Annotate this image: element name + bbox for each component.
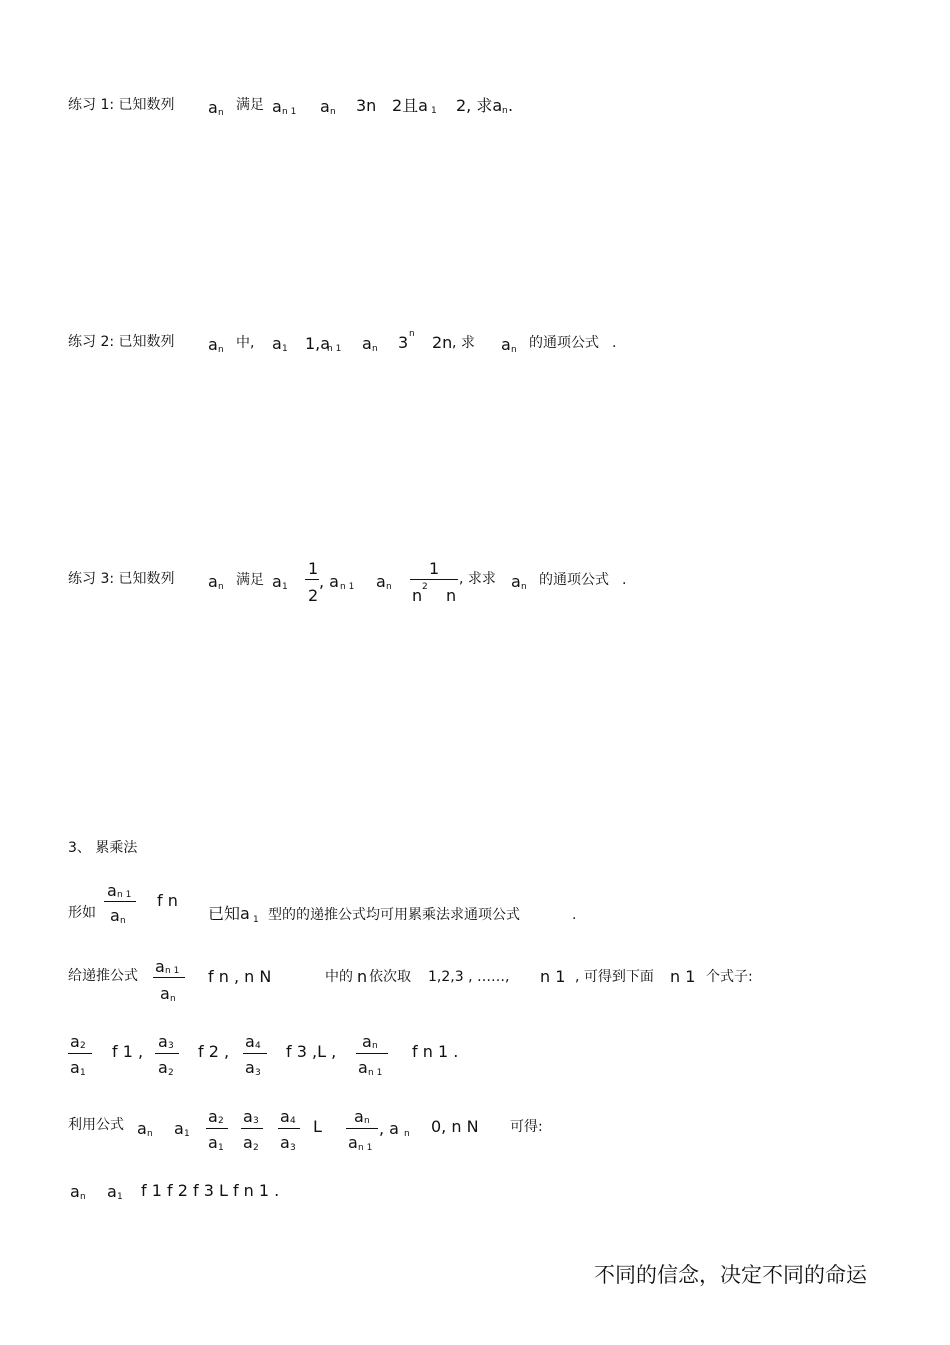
term-1-a: 1,a: [305, 334, 331, 353]
fraction-numerator: 1: [308, 559, 319, 578]
a-symbol: a: [245, 1032, 255, 1051]
a-symbol: a: [155, 957, 165, 976]
subscript: n: [502, 106, 508, 116]
fraction-bar: [68, 1053, 92, 1054]
term-3: 3: [398, 333, 409, 352]
ellipsis-L: L: [313, 1117, 322, 1136]
subscript: n: [170, 994, 176, 1004]
term-comma-a: , a: [319, 572, 339, 591]
subscript: 3: [253, 1116, 259, 1126]
a-symbol: a: [243, 1107, 253, 1126]
period: .: [612, 335, 617, 351]
subscript: n: [511, 345, 517, 355]
a-symbol: a: [107, 1182, 117, 1201]
a-symbol: a: [272, 572, 282, 591]
a-symbol: a: [137, 1119, 147, 1138]
subscript: n: [218, 582, 224, 592]
subscript: n 1: [282, 107, 297, 117]
a-symbol: a: [70, 1058, 80, 1077]
fraction-bar: [155, 1053, 179, 1054]
a-symbol: a: [354, 1107, 364, 1126]
a-symbol: a: [158, 1058, 168, 1077]
term-n-minus-1: n 1: [670, 967, 696, 986]
term-n: n: [357, 967, 368, 986]
fraction-denominator-n: n: [412, 586, 423, 605]
subscript: 1: [431, 106, 437, 116]
text-use-formula: 利用公式: [68, 1117, 124, 1133]
subscript: 2: [253, 1143, 259, 1153]
subscript: n 1: [340, 582, 355, 592]
subscript: 1: [117, 1192, 123, 1202]
subscript: 2: [168, 1068, 174, 1078]
term-2n: 2n: [432, 333, 453, 352]
subscript: n: [404, 1129, 410, 1139]
superscript: 2: [422, 582, 428, 592]
text-get-below: , 可得到下面: [575, 969, 654, 985]
subscript: 1: [282, 344, 288, 354]
subscript: n: [386, 582, 392, 592]
text-general-term: 的通项公式: [539, 572, 609, 588]
fraction-bar: [305, 579, 319, 580]
product-expression: f 1 f 2 f 3 L f n 1 .: [141, 1181, 280, 1200]
subscript: n: [218, 345, 224, 355]
section-heading: 3、 累乘法: [68, 840, 138, 856]
a-symbol: a: [362, 1032, 372, 1051]
text-find: , 求: [452, 335, 475, 351]
a-symbol: a: [280, 1133, 290, 1152]
term-n-minus-1: n 1: [540, 967, 566, 986]
fraction-bar: [206, 1128, 228, 1129]
term-fn: f n: [157, 891, 178, 910]
a-symbol: a: [208, 1133, 218, 1152]
subscript: 1: [253, 915, 259, 925]
period: .: [622, 572, 627, 588]
a-symbol: a: [511, 572, 521, 591]
a-symbol: a: [362, 334, 372, 353]
values-list: 1,2,3 , ……,: [428, 969, 510, 985]
a-symbol: a: [208, 572, 218, 591]
ratio-value: f 3 ,L ,: [286, 1042, 337, 1061]
exercise-3-label: 练习 3: 已知数列: [68, 571, 175, 587]
exercise-1-label: 练习 1: 已知数列: [68, 97, 175, 113]
text-general-term: 的通项公式: [529, 335, 599, 351]
subscript: n 1: [368, 1068, 383, 1078]
a-symbol: a: [358, 1058, 368, 1077]
term-2-and-a: 2且a: [392, 96, 428, 115]
subscript: 3: [290, 1143, 296, 1153]
text-take: 依次取: [369, 969, 411, 985]
a-symbol: a: [208, 335, 218, 354]
subscript: n: [330, 107, 336, 117]
subscript: 1: [80, 1068, 86, 1078]
text-form: 形如: [68, 905, 96, 921]
superscript: n: [409, 329, 415, 339]
subscript: n: [521, 582, 527, 592]
fraction-denominator: 2: [308, 586, 319, 605]
subscript: n: [218, 108, 224, 118]
term-comma-a: , a: [379, 1119, 399, 1138]
fraction-bar: [346, 1128, 378, 1129]
text-find: , 求求: [459, 571, 496, 587]
ratio-value: f 2 ,: [198, 1042, 230, 1061]
term-fn-n-N: f n , n N: [208, 967, 272, 986]
a-symbol: a: [160, 984, 170, 1003]
subscript: n: [147, 1129, 153, 1139]
condition: 0, n N: [431, 1117, 479, 1136]
text-in: 中,: [236, 335, 255, 351]
fraction-bar: [153, 977, 185, 978]
fraction-bar: [243, 1053, 267, 1054]
fraction-bar: [104, 901, 136, 902]
text-in: 中的: [325, 969, 353, 985]
subscript: n: [80, 1192, 86, 1202]
footer-motto: 不同的信念，决定不同的命运: [594, 1263, 867, 1287]
term-2-find: 2, 求a: [456, 96, 503, 115]
a-symbol: a: [208, 98, 218, 117]
a-symbol: a: [280, 1107, 290, 1126]
ratio-value: f 1 ,: [112, 1042, 144, 1061]
a-symbol: a: [245, 1058, 255, 1077]
a-symbol: a: [348, 1133, 358, 1152]
subscript: n: [120, 916, 126, 926]
fraction-bar: [278, 1128, 300, 1129]
subscript: 2: [80, 1041, 86, 1051]
subscript: n 1: [117, 890, 132, 900]
text-formulas: 个式子:: [706, 969, 753, 985]
ratio-value: f n 1 .: [412, 1042, 459, 1061]
subscript: n: [372, 344, 378, 354]
a-symbol: a: [208, 1107, 218, 1126]
text-satisfies: 满足: [236, 97, 264, 113]
a-symbol: a: [376, 572, 386, 591]
subscript: 4: [290, 1116, 296, 1126]
a-symbol: a: [174, 1119, 184, 1138]
text-satisfies: 满足: [236, 572, 264, 588]
a-symbol: a: [272, 334, 282, 353]
subscript: n 1: [165, 966, 180, 976]
period: .: [508, 96, 514, 115]
a-symbol: a: [320, 97, 330, 116]
subscript: 2: [218, 1116, 224, 1126]
subscript: n: [372, 1041, 378, 1051]
term-3n: 3n: [356, 96, 377, 115]
a-symbol: a: [70, 1182, 80, 1201]
a-symbol: a: [158, 1032, 168, 1051]
subscript: 3: [168, 1041, 174, 1051]
a-symbol: a: [501, 335, 511, 354]
text-description: 型的的递推公式均可用累乘法求通项公式: [268, 907, 520, 923]
subscript: n 1: [327, 344, 342, 354]
a-symbol: a: [272, 97, 282, 116]
text-known: 已知a: [208, 904, 250, 923]
subscript: 1: [282, 582, 288, 592]
text-give-formula: 给递推公式: [68, 968, 138, 984]
fraction-denominator-n2: n: [446, 586, 457, 605]
subscript: 4: [255, 1041, 261, 1051]
text-obtain: 可得:: [510, 1119, 543, 1135]
subscript: n 1: [358, 1143, 373, 1153]
a-symbol: a: [110, 906, 120, 925]
subscript: 3: [255, 1068, 261, 1078]
subscript: 1: [184, 1129, 190, 1139]
subscript: 1: [218, 1143, 224, 1153]
fraction-bar: [410, 579, 458, 580]
subscript: n: [364, 1116, 370, 1126]
a-symbol: a: [70, 1032, 80, 1051]
a-symbol: a: [243, 1133, 253, 1152]
exercise-2-label: 练习 2: 已知数列: [68, 334, 175, 350]
a-symbol: a: [107, 881, 117, 900]
fraction-bar: [241, 1128, 263, 1129]
period: .: [572, 907, 577, 923]
fraction-numerator: 1: [429, 559, 440, 578]
fraction-bar: [356, 1053, 388, 1054]
